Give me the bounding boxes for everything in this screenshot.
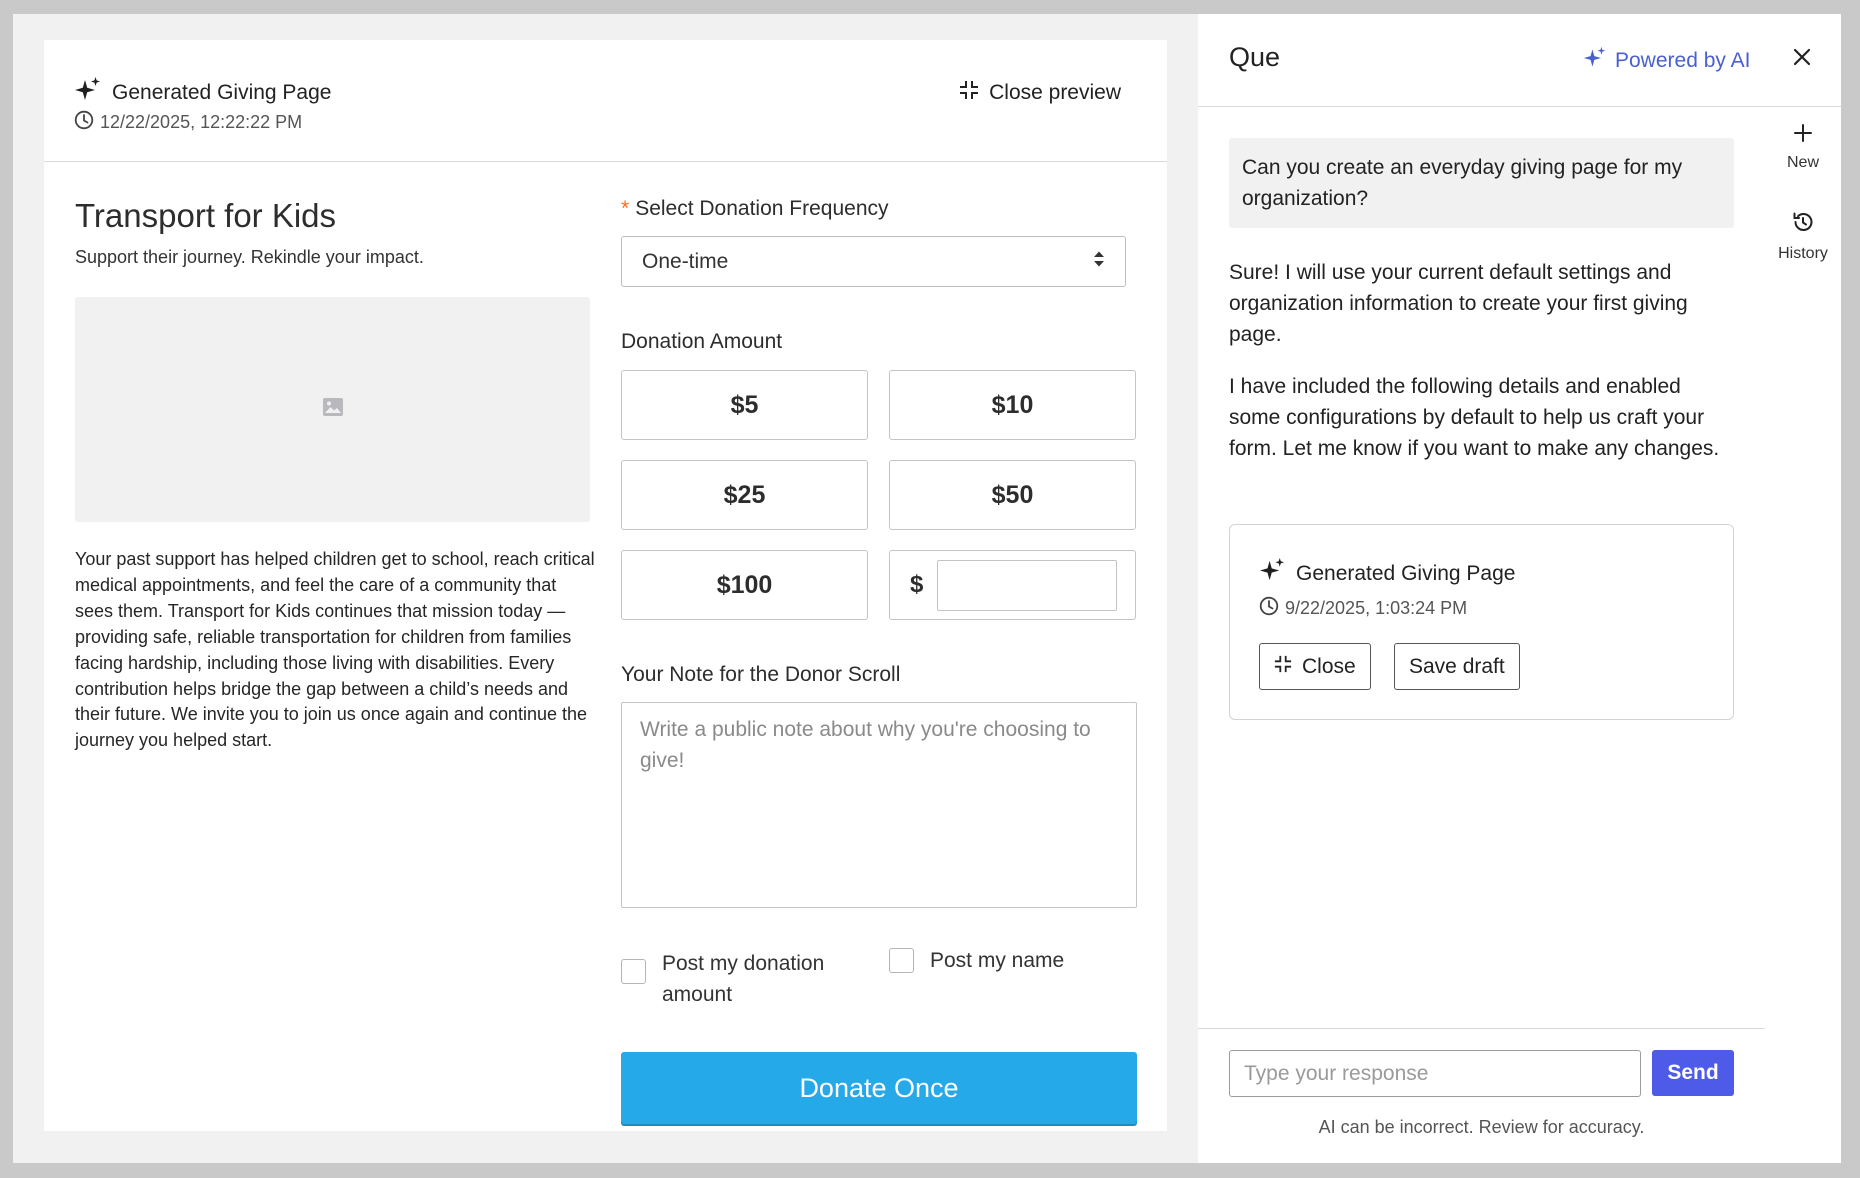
post-name-option[interactable] xyxy=(889,948,1064,976)
collapse-icon xyxy=(1274,655,1292,679)
chat-thread xyxy=(1229,138,1734,464)
amount-option-5[interactable]: $5 xyxy=(621,370,868,440)
panel-header xyxy=(1198,14,1841,107)
collapse-icon xyxy=(959,80,979,106)
post-amount-option[interactable] xyxy=(621,948,851,1010)
powered-by-label: Powered by AI xyxy=(1615,49,1751,72)
frequency-label-row xyxy=(621,197,889,221)
ai-message-paragraph: I have included the following details and enabled some configurations by default to help us craft your form. Let me know if you want to make any changes. xyxy=(1229,375,1720,460)
amount-option-50[interactable]: $50 xyxy=(889,460,1136,530)
new-chat-label: New xyxy=(1786,154,1819,171)
generated-page-card xyxy=(1229,524,1734,720)
preview-timestamp xyxy=(74,110,302,135)
amount-option-10[interactable]: $10 xyxy=(889,370,1136,440)
post-name-label: Post my name xyxy=(930,949,1065,972)
generated-card-title: Generated Giving Page xyxy=(1296,561,1516,585)
custom-amount-input[interactable] xyxy=(937,560,1117,611)
custom-amount-field xyxy=(889,550,1136,620)
history-icon xyxy=(1791,210,1815,239)
user-message: Can you create an everyday giving page for my organization? xyxy=(1229,138,1734,228)
frequency-label: Select Donation Frequency xyxy=(635,197,889,220)
select-arrows-icon xyxy=(1093,250,1105,274)
post-name-checkbox[interactable] xyxy=(889,948,914,973)
history-label: History xyxy=(1778,245,1828,262)
post-amount-label: Post my donation amount xyxy=(662,952,825,1006)
donation-amount-label: Donation Amount xyxy=(621,330,783,353)
required-marker: * xyxy=(621,197,630,220)
composer-divider xyxy=(1198,1028,1765,1029)
close-panel-button[interactable] xyxy=(1793,48,1811,71)
donate-button[interactable]: Donate Once xyxy=(621,1052,1137,1124)
plus-icon xyxy=(1793,123,1813,148)
post-amount-checkbox[interactable] xyxy=(621,959,646,984)
campaign-title: Transport for Kids xyxy=(75,197,337,234)
donor-note-label: Your Note for the Donor Scroll xyxy=(621,663,901,686)
generated-card-title-row xyxy=(1259,557,1515,590)
frequency-value: One-time xyxy=(642,249,729,273)
campaign-image-placeholder xyxy=(75,297,590,522)
campaign-description: Your past support has helped children get to school, reach critical medical appointments, and feel the care of a community that sees them. Transport for Kids continues that mission today — providing safe, reliable transportation for children from families facing hardship, including those living with disabilities. Every contribution helps bridge the gap between a child’s needs and their future. We invite you to join us once again and continue the journey you helped start. xyxy=(75,549,595,751)
donor-note-textarea[interactable] xyxy=(621,702,1137,908)
save-draft-label: Save draft xyxy=(1409,654,1505,678)
custom-amount-currency: $ xyxy=(910,571,924,598)
preview-title-row xyxy=(74,76,331,109)
panel-side-rail xyxy=(1765,107,1841,1163)
frequency-select[interactable] xyxy=(621,236,1126,287)
ai-message-paragraph: Sure! I will use your current default settings and organization information to create your first giving page. xyxy=(1229,261,1688,346)
ai-message xyxy=(1229,257,1734,464)
image-icon xyxy=(323,398,343,421)
preview-title: Generated Giving Page xyxy=(112,80,332,104)
send-button[interactable]: Send xyxy=(1652,1050,1734,1096)
save-draft-button[interactable] xyxy=(1394,643,1520,690)
generated-card-timestamp xyxy=(1259,596,1467,621)
close-preview-button[interactable] xyxy=(959,80,1121,106)
preview-date: 12/22/2025, 12:22:22 PM xyxy=(100,112,303,132)
sparkle-icon xyxy=(74,76,102,109)
preview-header xyxy=(44,40,1167,162)
card-close-button[interactable] xyxy=(1259,643,1371,690)
que-panel xyxy=(1198,14,1841,1163)
history-button[interactable] xyxy=(1765,210,1841,263)
amount-option-100[interactable]: $100 xyxy=(621,550,868,620)
close-icon xyxy=(1793,48,1811,66)
panel-title: Que xyxy=(1229,42,1281,72)
sparkle-icon xyxy=(1583,46,1607,76)
campaign-subtitle: Support their journey. Rekindle your impact. xyxy=(75,247,424,267)
ai-disclaimer: AI can be incorrect. Review for accuracy. xyxy=(1318,1117,1645,1137)
close-preview-label: Close preview xyxy=(989,81,1121,104)
amount-option-25[interactable]: $25 xyxy=(621,460,868,530)
new-chat-button[interactable] xyxy=(1765,123,1841,172)
powered-by-ai xyxy=(1583,46,1750,76)
sparkle-icon xyxy=(1259,557,1286,590)
giving-page-preview xyxy=(44,40,1167,1131)
response-input[interactable] xyxy=(1229,1050,1641,1097)
card-close-label: Close xyxy=(1302,654,1356,678)
clock-icon xyxy=(74,110,94,135)
generated-card-date: 9/22/2025, 1:03:24 PM xyxy=(1285,598,1468,618)
clock-icon xyxy=(1259,596,1279,621)
